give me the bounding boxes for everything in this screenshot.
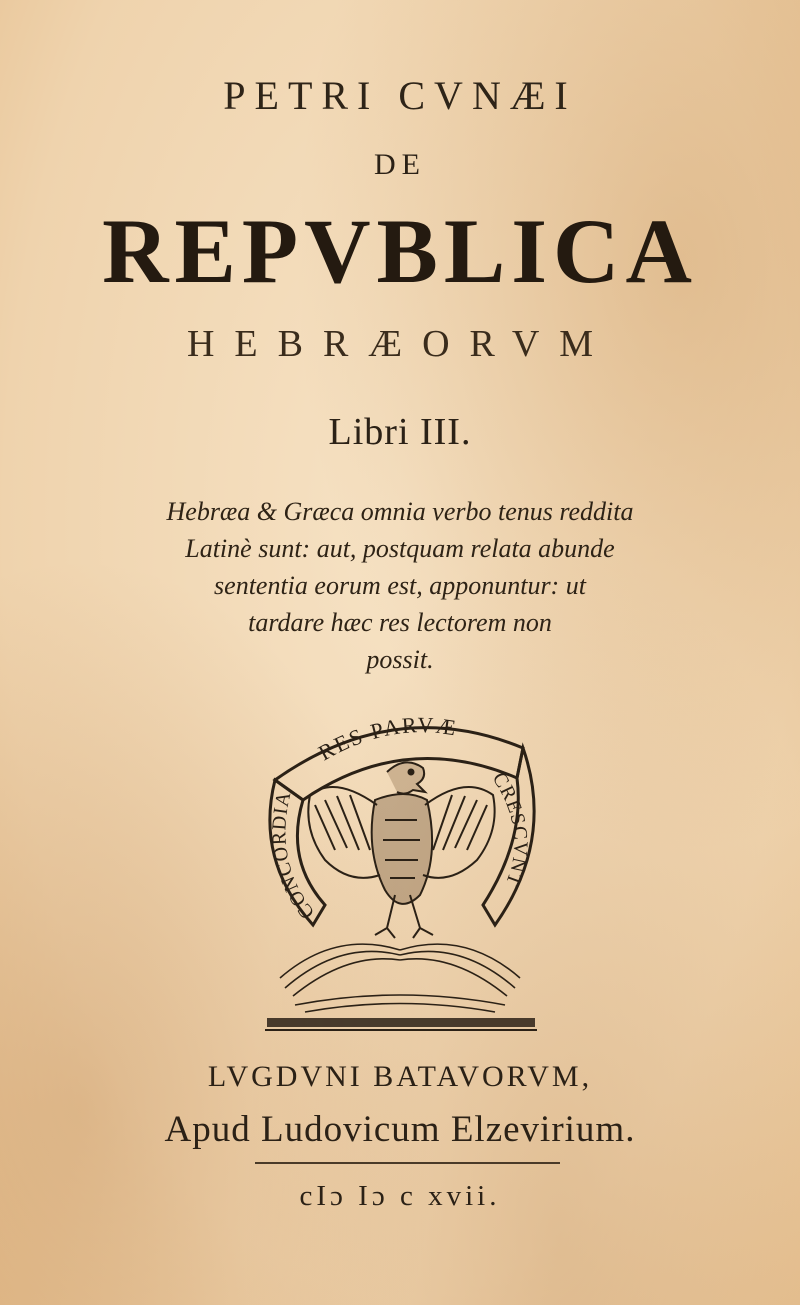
svg-text:CRESCVNT [488,769,532,890]
eagle-printer-device-icon [255,700,545,1035]
book-subtitle: HEBRÆORVM [186,323,614,365]
motto-right: CRESCVNT [487,768,532,890]
imprint-publisher: Apud Ludovicum Elzevirium. [164,1109,636,1150]
description-line: tardare hæc res lectorem non [248,608,552,637]
author-name: PETRI CVNÆI [223,73,577,118]
imprint-date: cIɔ Iɔ c xvii. [299,1180,501,1212]
motto-top: RES PARVÆ [314,712,460,766]
description-line: possit. [366,645,434,674]
divider [255,1162,560,1164]
description-line: sententia eorum est, apponuntur: ut [214,571,586,600]
svg-text:CONCORDIA [268,789,319,923]
description-line: Latinè sunt: aut, postquam relata abunde [185,534,615,563]
description-line: Hebræa & Græca omnia verbo tenus reddita [166,497,634,526]
description [0,493,800,678]
imprint-place: LVGDVNI BATAVORVM, [207,1060,593,1093]
book-title: REPVBLICA [102,200,698,302]
preposition: DE [374,148,426,181]
book-count: Libri III. [328,411,472,453]
motto-left: CONCORDIA [268,788,320,924]
